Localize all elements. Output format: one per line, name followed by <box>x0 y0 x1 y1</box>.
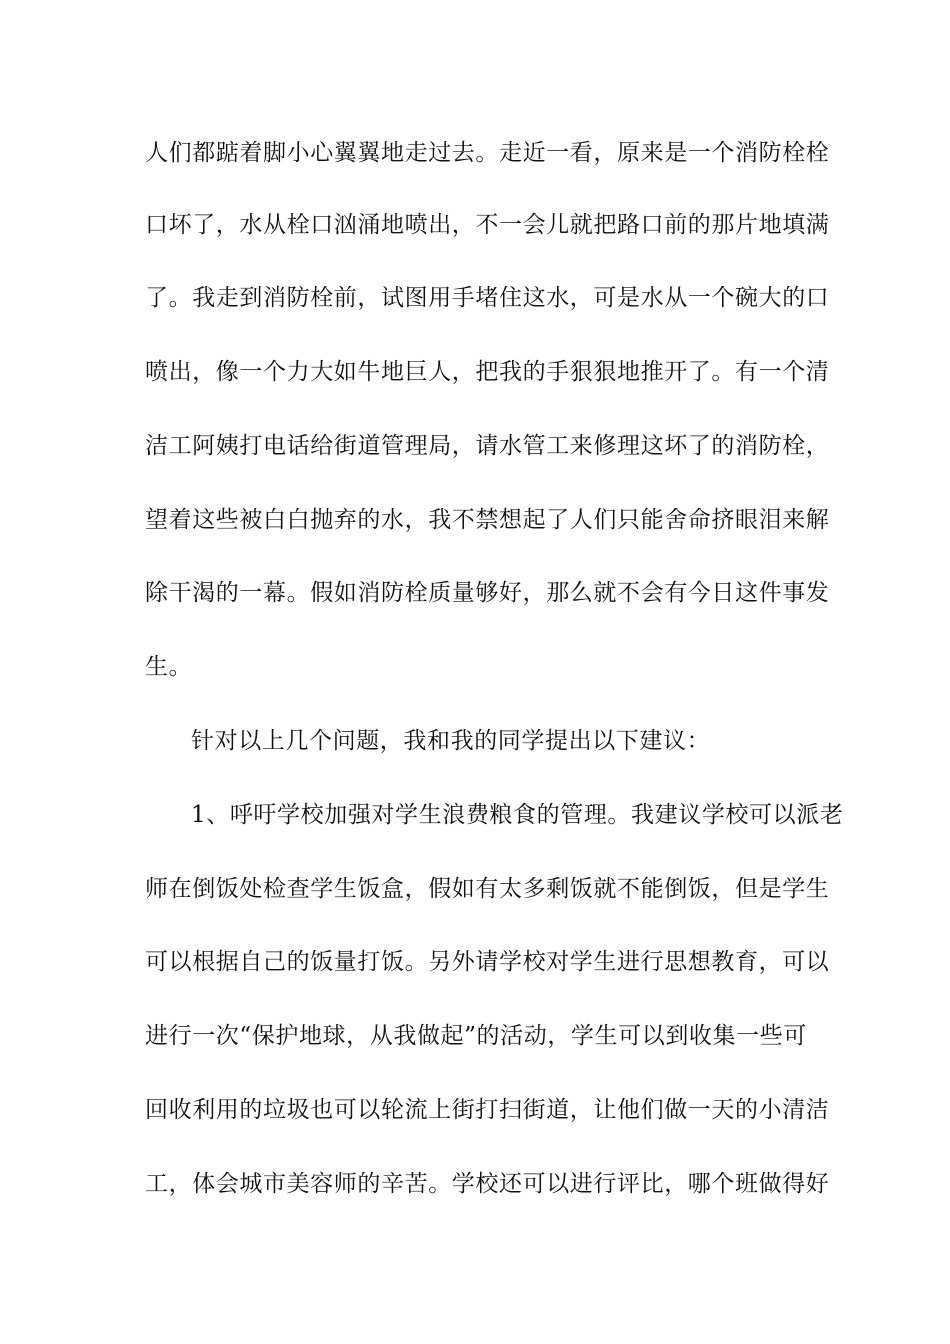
text-line: 可以根据自己的饭量打饭。另外请学校对学生进行思想教育，可以 <box>145 949 830 975</box>
text-line: 回收利用的垃圾也可以轮流上街打扫街道，让他们做一天的小清洁 <box>145 1097 830 1123</box>
text-line: 口坏了，水从栓口汹涌地喷出，不一会儿就把路口前的那片地填满 <box>145 212 830 238</box>
text-line: 除干渴的一幕。假如消防栓质量够好，那么就不会有今日这件事发 <box>145 580 830 606</box>
text-line: 望着这些被白白抛弃的水，我不禁想起了人们只能舍命挤眼泪来解 <box>145 507 830 533</box>
text-line: 师在倒饭处检查学生饭盒，假如有太多剩饭就不能倒饭，但是学生 <box>145 876 830 902</box>
text-line: 喷出，像一个力大如牛地巨人，把我的手狠狠地推开了。有一个清 <box>145 359 830 385</box>
paragraph-first-line: 1、呼吁学校加强对学生浪费粮食的管理。我建议学校可以派老 <box>191 802 844 828</box>
text-line: 人们都踮着脚小心翼翼地走过去。走近一看，原来是一个消防栓栓 <box>145 140 830 166</box>
text-line: 了。我走到消防栓前，试图用手堵住这水，可是水从一个碗大的口 <box>145 285 830 311</box>
paragraph-first-line: 针对以上几个问题，我和我的同学提出以下建议： <box>191 728 711 754</box>
text-line: 进行一次“保护地球，从我做起”的活动，学生可以到收集一些可 <box>145 1023 807 1049</box>
text-line: 生。 <box>145 654 193 680</box>
text-line: 洁工阿姨打电话给街道管理局，请水管工来修理这坏了的消防栓， <box>145 433 830 459</box>
text-line: 工，体会城市美容师的辛苦。学校还可以进行评比，哪个班做得好 <box>145 1171 830 1197</box>
